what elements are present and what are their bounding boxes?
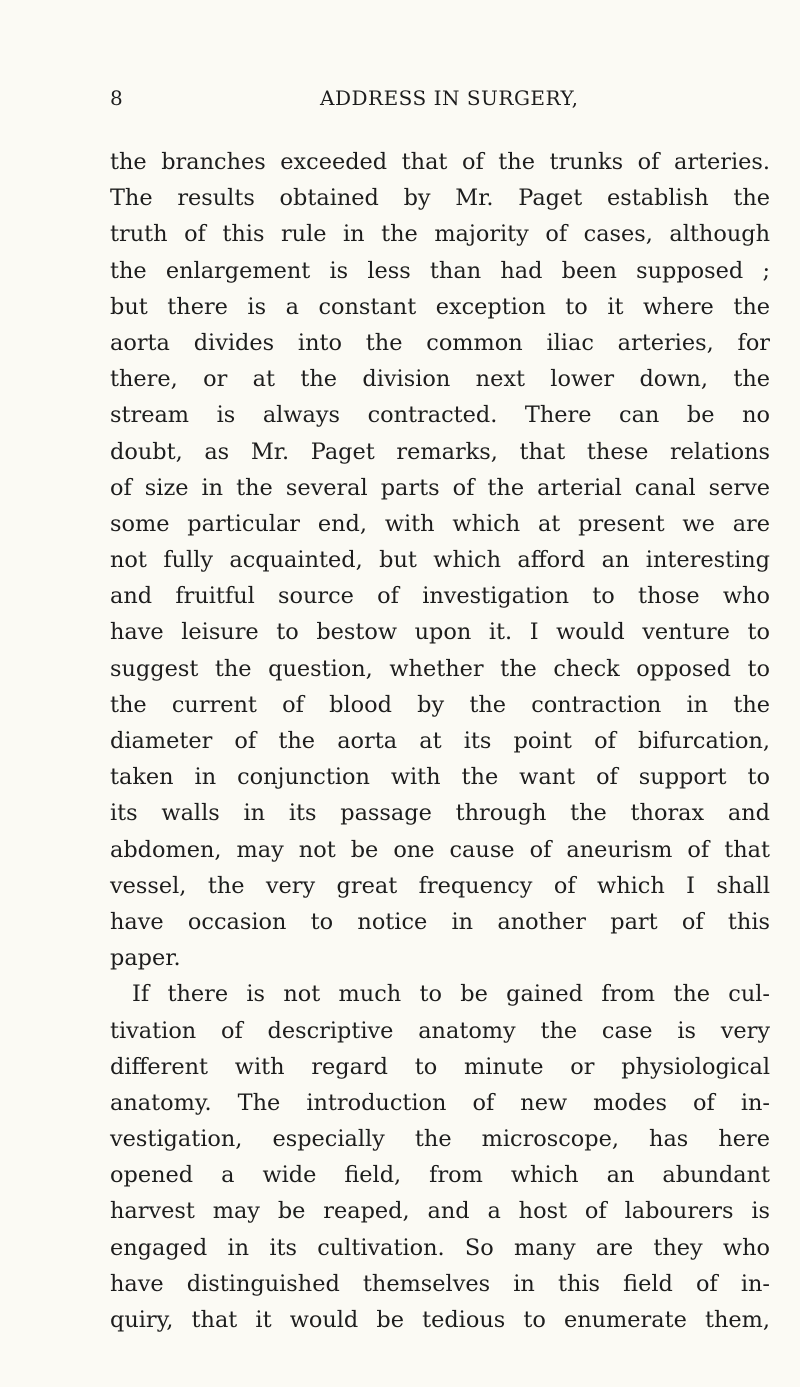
text-line: and fruitful source of investigation to those who: [110, 583, 770, 610]
text-line: The results obtained by Mr. Paget establish the: [110, 185, 770, 212]
body-text: [110, 144, 770, 1338]
paragraph-start-line: If there is not much to be gained from the cul-: [132, 981, 770, 1008]
text-line: vestigation, especially the microscope, has here: [110, 1126, 770, 1153]
text-line: not fully acquainted, but which afford an interesting: [110, 547, 770, 574]
text-line: of size in the several parts of the arterial canal serve: [110, 474, 770, 501]
text-line: abdomen, may not be one cause of aneurism of that: [110, 836, 770, 863]
text-line: tivation of descriptive anatomy the case is very: [110, 1017, 770, 1044]
text-line: anatomy. The introduction of new modes of in-: [110, 1089, 770, 1116]
running-head: [110, 86, 770, 116]
text-line: some particular end, with which at present we are: [110, 510, 770, 537]
text-line: different with regard to minute or physiological: [110, 1053, 770, 1080]
text-line: doubt, as Mr. Paget remarks, that these relations: [110, 438, 770, 465]
text-line: its walls in its passage through the thorax and: [110, 800, 770, 827]
text-line: engaged in its cultivation. So many are they who: [110, 1234, 770, 1261]
text-line: the enlargement is less than had been supposed ;: [110, 257, 770, 284]
text-line: truth of this rule in the majority of cases, although: [110, 221, 770, 248]
text-line: there, or at the division next lower down, the: [110, 366, 770, 393]
text-line: have distinguished themselves in this field of in-: [110, 1270, 770, 1297]
text-line: the branches exceeded that of the trunks of arteries.: [110, 149, 770, 175]
text-line: suggest the question, whether the check opposed to: [110, 655, 770, 682]
paragraph-end-line: paper.: [110, 945, 181, 972]
text-line: but there is a constant exception to it where the: [110, 293, 770, 320]
text-line: diameter of the aorta at its point of bifurcation,: [110, 728, 770, 754]
text-line: opened a wide field, from which an abundant: [110, 1162, 770, 1189]
page-number: 8: [110, 86, 124, 110]
text-line: stream is always contracted. There can be no: [110, 402, 770, 429]
text-line: have occasion to notice in another part of this: [110, 908, 770, 935]
text-line: the current of blood by the contraction in the: [110, 691, 770, 718]
text-line: quiry, that it would be tedious to enumerate them,: [110, 1307, 770, 1333]
text-line: aorta divides into the common iliac arteries, for: [110, 329, 770, 356]
running-title: ADDRESS IN SURGERY,: [320, 86, 579, 110]
text-line: taken in conjunction with the want of support to: [110, 764, 770, 791]
text-line: have leisure to bestow upon it. I would venture to: [110, 619, 770, 646]
text-line: harvest may be reaped, and a host of labourers is: [110, 1198, 770, 1225]
text-line: vessel, the very great frequency of which I shall: [110, 872, 770, 899]
